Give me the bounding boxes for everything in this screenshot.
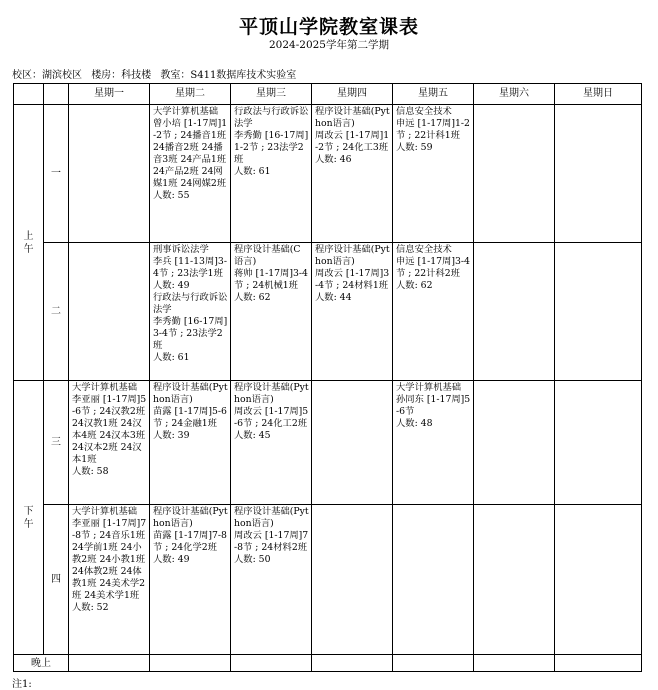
course-cell xyxy=(474,243,555,381)
building-label: 楼房：科技楼 xyxy=(91,70,152,81)
day-header-mon: 星期一 xyxy=(69,84,150,105)
course-cell xyxy=(555,243,642,381)
course-cell: 程序设计基础(Python语言) 周改云 [1-17周]3-4节 ; 24材料1班 人数: 44 xyxy=(312,243,393,381)
course-cell xyxy=(393,655,474,672)
corner-cell xyxy=(44,84,69,105)
day-header-sun: 星期日 xyxy=(555,84,642,105)
footnote: 注1: xyxy=(12,679,32,690)
course-cell xyxy=(474,105,555,243)
course-cell xyxy=(69,105,150,243)
slot-label: 三 xyxy=(44,381,69,505)
room-label: 教室：S411数据库技术实验室 xyxy=(160,70,297,81)
course-cell: 大学计算机基础 曾小培 [1-17周]1-2节 ; 24播音1班 24播音2班 24播音3班 24产品1班 24产品2班 24网媒1班 24网媒2班 人数: 55 xyxy=(150,105,231,243)
slot-label: 一 xyxy=(44,105,69,243)
period-row xyxy=(14,243,642,381)
period-row xyxy=(14,105,642,243)
course-cell: 信息安全技术 申远 [1-17周]3-4节 ; 22计科2班 人数: 62 xyxy=(393,243,474,381)
course-cell xyxy=(312,655,393,672)
timetable xyxy=(13,83,642,672)
page-title: 平顶山学院教室课表 xyxy=(238,16,419,38)
header-row xyxy=(14,84,642,105)
course-cell: 程序设计基础(Python语言) 苗露 [1-17周]7-8节 ; 24化学2班 人数: 49 xyxy=(150,505,231,655)
evening-label: 晚上 xyxy=(14,655,69,672)
slot-label: 四 xyxy=(44,505,69,655)
course-cell xyxy=(555,105,642,243)
course-cell xyxy=(555,381,642,505)
evening-row xyxy=(14,655,642,672)
room-info xyxy=(12,66,302,81)
course-cell xyxy=(231,655,312,672)
period-row xyxy=(14,381,642,505)
course-cell: 信息安全技术 申远 [1-17周]1-2节 ; 22计科1班 人数: 59 xyxy=(393,105,474,243)
course-cell xyxy=(474,505,555,655)
course-cell xyxy=(150,655,231,672)
course-cell: 刑事诉讼法学 李兵 [11-13周]3-4节 ; 23法学1班 人数: 49 行政法与行政诉讼法学 李秀勤 [16-17周]3-4节 ; 23法学2班 人数: 61 xyxy=(150,243,231,381)
course-cell: 程序设计基础(Python语言) 周改云 [1-17周]7-8节 ; 24材料2班 人数: 50 xyxy=(231,505,312,655)
course-cell xyxy=(474,655,555,672)
course-cell xyxy=(555,505,642,655)
afternoon-label: 下 午 xyxy=(14,381,44,655)
course-cell xyxy=(312,381,393,505)
course-cell: 程序设计基础(C语言) 蒋帅 [1-17周]3-4节 ; 24机械1班 人数: 62 xyxy=(231,243,312,381)
day-header-wed: 星期三 xyxy=(231,84,312,105)
course-cell: 程序设计基础(Python语言) 周改云 [1-17周]5-6节 ; 24化工2班 人数: 45 xyxy=(231,381,312,505)
course-cell xyxy=(555,655,642,672)
morning-label: 上 午 xyxy=(14,105,44,381)
day-header-thu: 星期四 xyxy=(312,84,393,105)
day-header-sat: 星期六 xyxy=(474,84,555,105)
semester-subtitle: 2024-2025学年第二学期 xyxy=(269,39,389,51)
day-header-tue: 星期二 xyxy=(150,84,231,105)
course-cell xyxy=(69,243,150,381)
day-header-fri: 星期五 xyxy=(393,84,474,105)
course-cell: 行政法与行政诉讼法学 李秀勤 [16-17周]1-2节 ; 23法学2班 人数: 61 xyxy=(231,105,312,243)
course-cell xyxy=(69,655,150,672)
campus-label: 校区：湖滨校区 xyxy=(12,70,82,81)
course-cell: 大学计算机基础 李亚丽 [1-17周]7-8节 ; 24音乐1班 24学前1班 24小教2班 24小教1班 24体教2班 24体教1班 24美术学2班 24美术学1班 人数: 52 xyxy=(69,505,150,655)
period-row xyxy=(14,505,642,655)
slot-label: 二 xyxy=(44,243,69,381)
course-cell: 大学计算机基础 李亚丽 [1-17周]5-6节 ; 24汉教2班 24汉教1班 24汉本4班 24汉本3班 24汉本2班 24汉本1班 人数: 58 xyxy=(69,381,150,505)
course-cell xyxy=(474,381,555,505)
course-cell xyxy=(393,505,474,655)
course-cell: 大学计算机基础 孙同东 [1-17周]5-6节 人数: 48 xyxy=(393,381,474,505)
course-cell: 程序设计基础(Python语言) 苗露 [1-17周]5-6节 ; 24金融1班 人数: 39 xyxy=(150,381,231,505)
course-cell xyxy=(312,505,393,655)
corner-cell xyxy=(14,84,44,105)
course-cell: 程序设计基础(Python语言) 周改云 [1-17周]1-2节 ; 24化工3班 人数: 46 xyxy=(312,105,393,243)
